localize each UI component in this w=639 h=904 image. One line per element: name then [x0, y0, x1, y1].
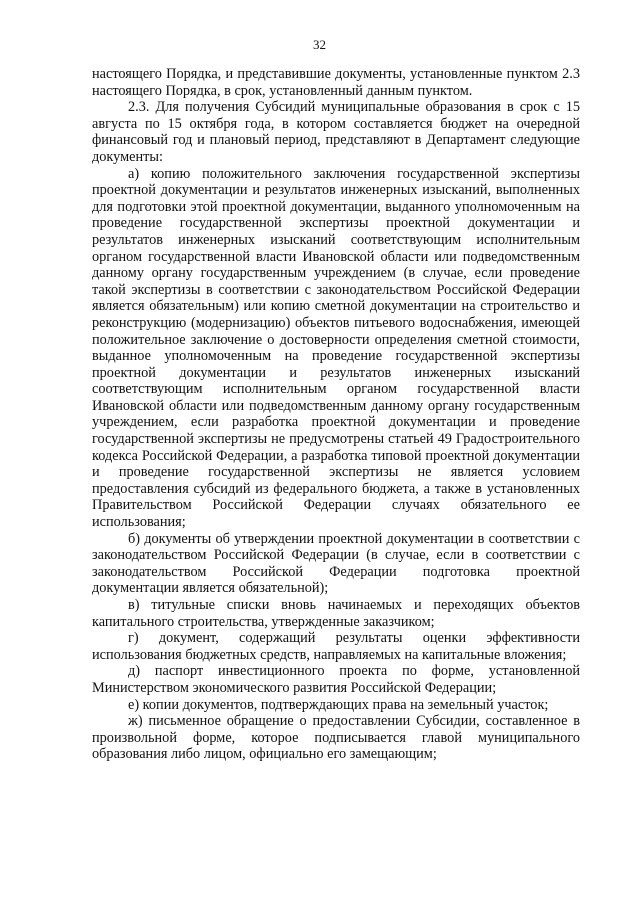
paragraph-item-g: г) документ, содержащий результаты оценки эффективности использования бюджетных средств, направляемых на капитальные вложения;	[92, 630, 580, 663]
paragraph-item-e: е) копии документов, подтверждающих права на земельный участок;	[128, 696, 549, 713]
paragraph-continuation: настоящего Порядка, и представившие документы, установленные пунктом 2.3 настоящего Порядка, в срок, установленный данным пунктом.	[92, 66, 580, 99]
document-body	[92, 66, 580, 763]
paragraph-item-v: в) титульные списки вновь начинаемых и переходящих объектов капитального строительства, утвержденные заказчиком;	[92, 597, 580, 630]
paragraph-2-3: 2.3. Для получения Субсидий муниципальные образования в срок с 15 августа по 15 октября года, в котором составляется бюджет на очередной финансовый год и плановый период, представляют в Департамент следующие документы:	[92, 99, 580, 165]
paragraph-item-d: д) паспорт инвестиционного проекта по форме, установленной Министерством экономического развития Российской Федерации;	[92, 663, 580, 696]
page-number: 32	[313, 37, 326, 52]
paragraph-item-a: а) копию положительного заключения государственной экспертизы проектной документации и результатов инженерных изысканий, выполненных для подготовки этой проектной документации, выданного уполномоченным на проведение государственной экспертизы проектной документации и результатов инженерных изысканий соответствующим исполнительным органом государственной власти Ивановской области или подведомственным данному органу государственным учреждением (в случае, если проведение такой экспертизы в соответствии с законодательством Российской Федерации является обязательным) или копию сметной документации на строительство и реконструкцию (модернизацию) объектов питьевого водоснабжения, имеющей положительное заключение о достоверности определения сметной стоимости, выданное уполномоченным на проведение государственной экспертизы проектной документации и результатов инженерных изысканий соответствующим исполнительным органом государственной власти Ивановской области или подведомственным данному органу государственным учреждением, если разработка проектной документации и проведение государственной экспертизы не предусмотрены статьей 49 Градостроительного кодекса Российской Федерации, а разработка типовой проектной документации и проведение государственной экспертизы не является условием предоставления субсидий из федерального бюджета, а также в установленных Правительством Российской Федерации случаях обязательного ее использования;	[92, 165, 580, 531]
paragraph-item-b: б) документы об утверждении проектной документации в соответствии с законодательством Российской Федерации (в случае, если в соответствии с законодательством Российской Федерации подготовка проектной документации является обязательной);	[92, 530, 580, 597]
paragraph-item-zh: ж) письменное обращение о предоставлении Субсидии, составленное в произвольной форме, которое подписывается главой муниципального образования либо лицом, официально его замещающим;	[92, 713, 580, 763]
